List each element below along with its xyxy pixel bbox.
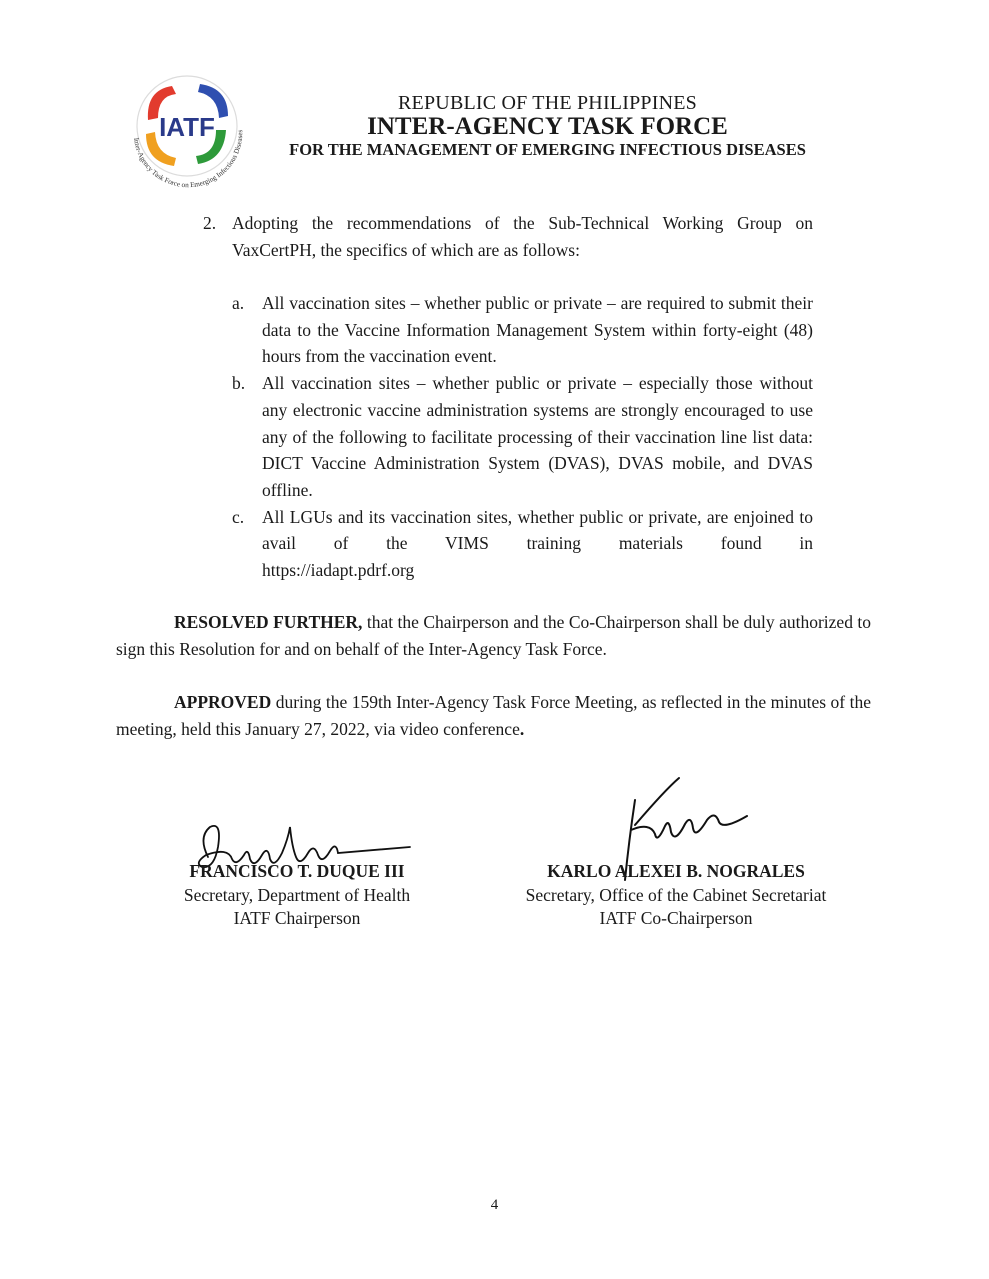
signatory-role: IATF Chairperson xyxy=(233,908,361,928)
list-item xyxy=(232,504,813,584)
approved-paragraph xyxy=(116,689,871,742)
item-number: 2. xyxy=(203,213,217,233)
list-item-letter: c. xyxy=(232,506,245,527)
item-text: Adopting the recommendations of the Sub-Technical Working Group on VaxCertPH, the specifics of which are as follows: xyxy=(232,213,813,260)
signatory-title: Secretary, Department of Health xyxy=(183,884,411,905)
list-item xyxy=(232,370,813,504)
list-item xyxy=(232,290,813,370)
resolved-further-paragraph xyxy=(116,609,871,662)
signatory-block xyxy=(147,860,447,931)
approved-lead: APPROVED xyxy=(174,692,272,712)
approved-end: . xyxy=(519,718,525,739)
iatf-logo xyxy=(120,70,255,195)
approved-text: during the 159th Inter-Agency Task Force Meeting, as reflected in the minutes of the meeting, held this January 27, 2022, via video conference xyxy=(116,692,871,739)
page-number: 4 xyxy=(490,1197,499,1213)
list-item-letter: a. xyxy=(232,293,245,313)
list-item-text: All LGUs and its vaccination sites, whether public or private, are enjoined to avail of the VIMS training materials found in xyxy=(262,506,813,554)
agency-name: INTER-AGENCY TASK FORCE xyxy=(367,113,728,140)
signatory-title: Secretary, Office of the Cabinet Secretariat xyxy=(525,884,827,905)
list-item-letter: b. xyxy=(232,373,246,394)
republic-line: REPUBLIC OF THE PHILIPPINES xyxy=(398,92,697,114)
resolved-lead: RESOLVED FURTHER, xyxy=(174,612,363,632)
resolution-item-2 xyxy=(200,210,813,264)
list-item-text: All vaccination sites – whether public or private – are required to submit their data to the Vaccine Information Management System within forty-eight (48) hours from the vaccination event. xyxy=(262,293,813,367)
sub-item-list xyxy=(232,290,813,584)
signatory-name: KARLO ALEXEI B. NOGRALES xyxy=(547,861,805,881)
agency-subtitle: FOR THE MANAGEMENT OF EMERGING INFECTIOUS DISEASES xyxy=(289,140,806,159)
logo-wordmark: IATF xyxy=(159,112,215,142)
signatory-name: FRANCISCO T. DUQUE III xyxy=(189,861,405,881)
training-materials-url: https://iadapt.pdrf.org xyxy=(262,560,415,581)
signatory-role: IATF Co-Chairperson xyxy=(599,908,753,928)
letterhead xyxy=(255,92,840,160)
list-item-text: All vaccination sites – whether public or private – especially those without any electronic vaccine administration systems are strongly encouraged to use any of the following to facilitate processing of their vaccination line list data: DICT Vaccine Administration System (DVAS), DVAS mobile, and DVAS offline. xyxy=(262,373,813,500)
resolved-text: that the Chairperson and the Co-Chairperson shall be duly authorized to sign this Resolution for and on behalf of the Inter-Agency Task Force. xyxy=(116,612,871,659)
logo-ring-text: Inter-Agency Task Force on Emerging Infectious Diseases xyxy=(131,129,245,190)
signatory-block xyxy=(476,860,876,931)
